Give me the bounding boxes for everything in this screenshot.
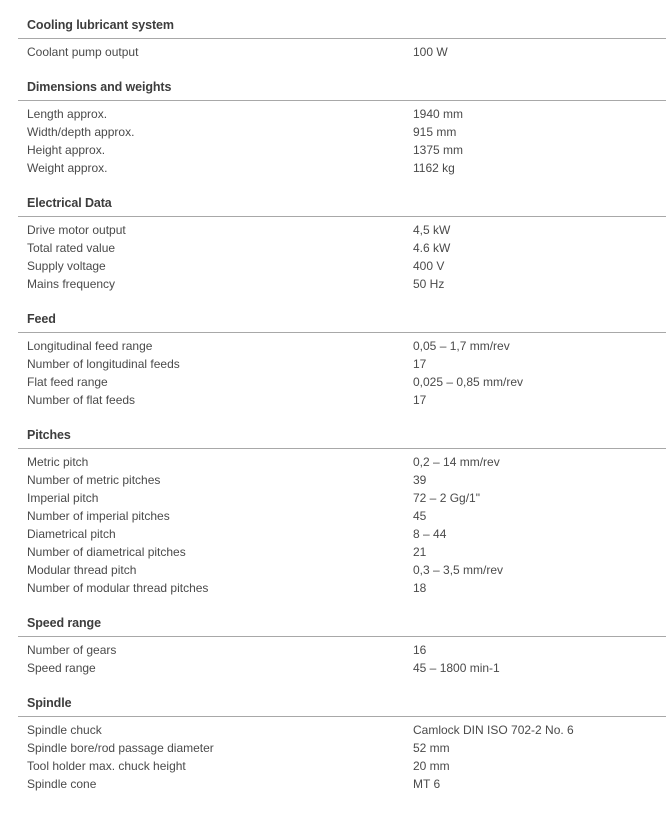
spec-row (18, 106, 666, 124)
spec-section (18, 78, 666, 194)
spec-value: 0,3 – 3,5 mm/rev (413, 563, 504, 577)
spec-row (18, 222, 666, 240)
spec-value: 400 V (413, 259, 445, 273)
section-title: Pitches (27, 428, 71, 442)
spec-value: 72 – 2 Gg/1" (413, 491, 480, 505)
section-header (18, 194, 666, 217)
spec-row (18, 562, 666, 580)
spec-rows (18, 217, 666, 294)
spec-label: Modular thread pitch (27, 563, 137, 577)
spec-section (18, 694, 666, 794)
spec-label: Number of diametrical pitches (27, 545, 186, 559)
section-spacer (18, 410, 666, 426)
spec-row (18, 472, 666, 490)
spec-value: 915 mm (413, 125, 457, 139)
spec-value: 0,025 – 0,85 mm/rev (413, 375, 524, 389)
spec-label: Speed range (27, 661, 96, 675)
spec-label: Number of gears (27, 643, 117, 657)
spec-row (18, 240, 666, 258)
spec-row (18, 142, 666, 160)
spec-label: Flat feed range (27, 375, 108, 389)
section-spacer (18, 178, 666, 194)
spec-label: Spindle bore/rod passage diameter (27, 741, 214, 755)
spec-label: Width/depth approx. (27, 125, 135, 139)
spec-label: Metric pitch (27, 455, 89, 469)
spec-value: 0,05 – 1,7 mm/rev (413, 339, 510, 353)
spec-row (18, 392, 666, 410)
spec-label: Number of imperial pitches (27, 509, 170, 523)
spec-rows (18, 717, 666, 794)
spec-rows (18, 333, 666, 410)
spec-value: 100 W (413, 45, 448, 59)
spec-value: 8 – 44 (413, 527, 447, 541)
spec-row (18, 508, 666, 526)
section-header (18, 16, 666, 39)
spec-value: 1162 kg (413, 161, 455, 175)
spec-row (18, 660, 666, 678)
spec-value: 1375 mm (413, 143, 464, 157)
spec-label: Total rated value (27, 241, 116, 255)
spec-label: Mains frequency (27, 277, 116, 291)
spec-rows (18, 39, 666, 62)
spec-label: Supply voltage (27, 259, 106, 273)
section-title: Electrical Data (27, 196, 112, 210)
spec-label: Number of flat feeds (27, 393, 136, 407)
spec-section (18, 426, 666, 614)
section-title: Spindle (27, 696, 72, 710)
spec-label: Coolant pump output (27, 45, 139, 59)
spec-label: Imperial pitch (27, 491, 99, 505)
spec-value: 4,5 kW (413, 223, 451, 237)
spec-row (18, 454, 666, 472)
section-spacer (18, 62, 666, 78)
spec-value: 4.6 kW (413, 241, 451, 255)
spec-label: Weight approx. (27, 161, 108, 175)
spec-value: MT 6 (413, 777, 441, 791)
section-spacer (18, 294, 666, 310)
spec-row (18, 758, 666, 776)
spec-row (18, 544, 666, 562)
spec-value: 45 – 1800 min-1 (413, 661, 500, 675)
spec-row (18, 276, 666, 294)
spec-value: 17 (413, 393, 427, 407)
section-header (18, 310, 666, 333)
spec-row (18, 722, 666, 740)
section-header (18, 426, 666, 449)
spec-section (18, 614, 666, 694)
spec-value: 45 (413, 509, 427, 523)
specification-list (18, 16, 666, 794)
spec-row (18, 44, 666, 62)
spec-row (18, 160, 666, 178)
spec-label: Spindle cone (27, 777, 97, 791)
spec-label: Spindle chuck (27, 723, 102, 737)
spec-label: Height approx. (27, 143, 106, 157)
spec-value: 21 (413, 545, 427, 559)
spec-label: Number of modular thread pitches (27, 581, 209, 595)
spec-rows (18, 101, 666, 178)
spec-value: 16 (413, 643, 427, 657)
spec-row (18, 338, 666, 356)
spec-row (18, 580, 666, 598)
spec-value: 0,2 – 14 mm/rev (413, 455, 500, 469)
spec-value: 52 mm (413, 741, 450, 755)
section-header (18, 694, 666, 717)
spec-value: 17 (413, 357, 427, 371)
spec-value: 20 mm (413, 759, 450, 773)
spec-value: 1940 mm (413, 107, 464, 121)
section-spacer (18, 598, 666, 614)
spec-value: Camlock DIN ISO 702-2 No. 6 (413, 723, 574, 737)
spec-row (18, 642, 666, 660)
section-spacer (18, 678, 666, 694)
spec-label: Tool holder max. chuck height (27, 759, 186, 773)
spec-label: Number of longitudinal feeds (27, 357, 180, 371)
spec-row (18, 776, 666, 794)
spec-row (18, 258, 666, 276)
spec-row (18, 740, 666, 758)
spec-label: Length approx. (27, 107, 108, 121)
section-header (18, 614, 666, 637)
spec-value: 18 (413, 581, 427, 595)
section-title: Cooling lubricant system (27, 18, 174, 32)
spec-row (18, 526, 666, 544)
section-title: Speed range (27, 616, 101, 630)
spec-label: Number of metric pitches (27, 473, 161, 487)
spec-row (18, 490, 666, 508)
spec-section (18, 16, 666, 78)
spec-row (18, 374, 666, 392)
section-title: Dimensions and weights (27, 80, 172, 94)
spec-row (18, 124, 666, 142)
spec-rows (18, 637, 666, 678)
spec-value: 39 (413, 473, 427, 487)
spec-row (18, 356, 666, 374)
spec-section (18, 310, 666, 426)
section-header (18, 78, 666, 101)
spec-label: Diametrical pitch (27, 527, 116, 541)
spec-label: Drive motor output (27, 223, 126, 237)
spec-rows (18, 449, 666, 598)
spec-label: Longitudinal feed range (27, 339, 153, 353)
spec-value: 50 Hz (413, 277, 445, 291)
spec-section (18, 194, 666, 310)
section-title: Feed (27, 312, 56, 326)
